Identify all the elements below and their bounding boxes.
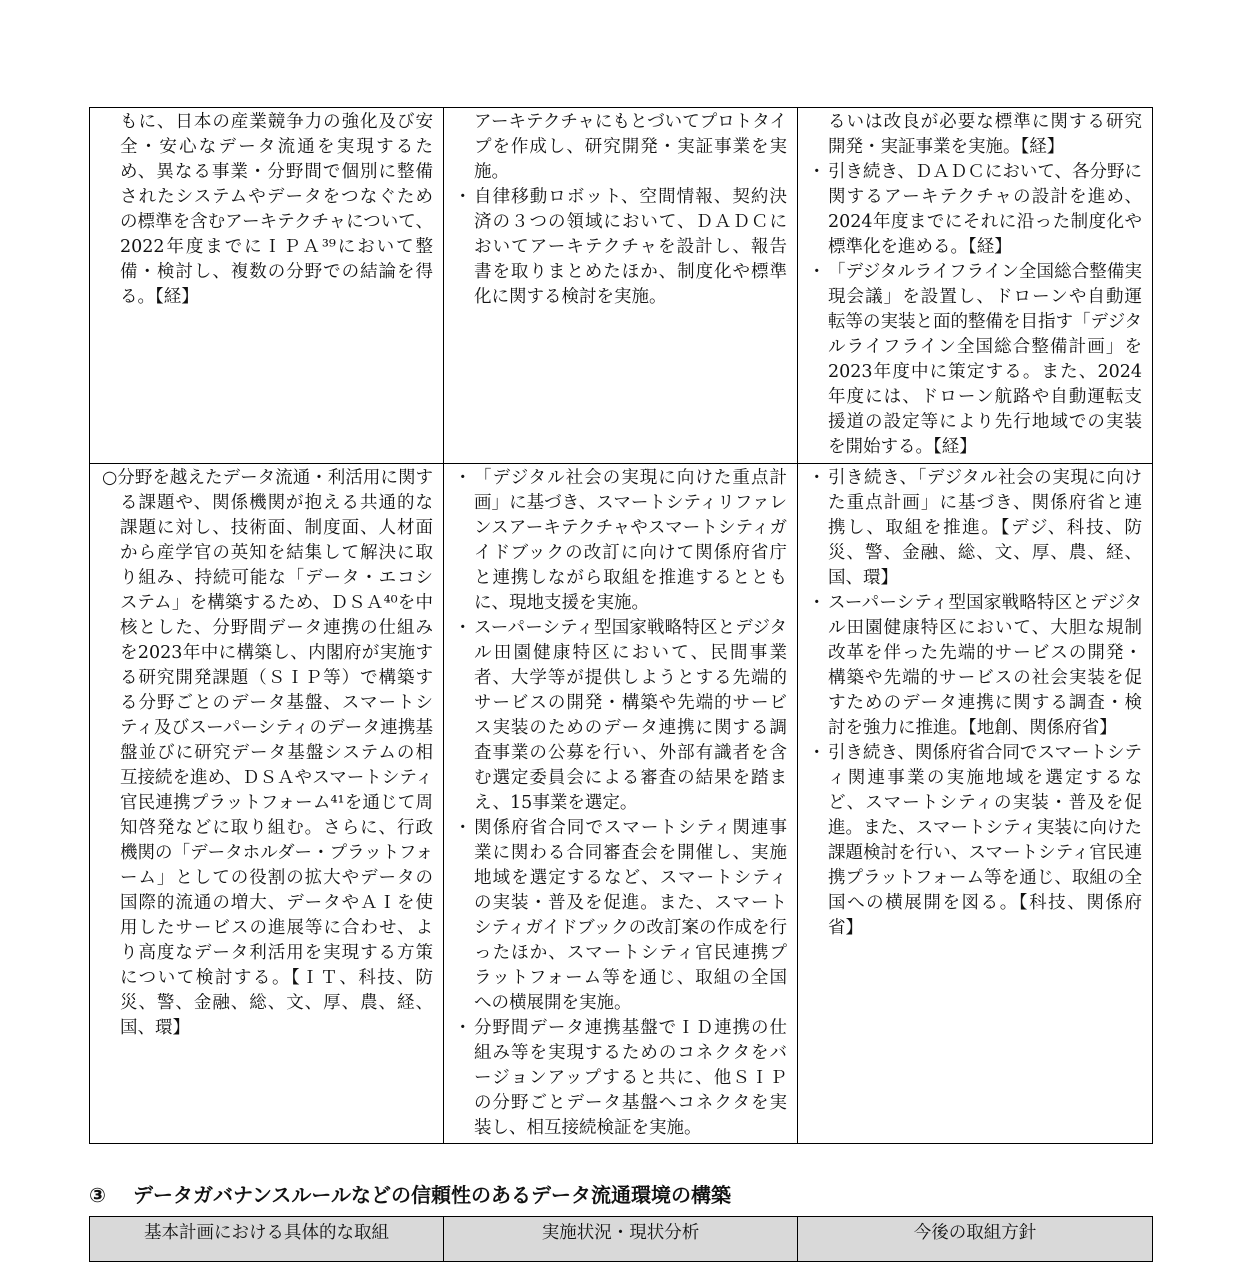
- table-cell-future: [798, 108, 1153, 464]
- list-item: ・ 関係府省合同でスマートシティ関連事業に関わる合同審査会を開催し、実施地域を選定するなど、スマートシティの実装・普及を促進。また、スマートシティガイドブックの改訂案の作成を行ったほか、スマートシティ官民連携プラットフォーム等を通じ、取組の全国への横展開を実施。: [456, 816, 787, 1016]
- table-cell-status: [444, 464, 798, 1144]
- header-row: [90, 1217, 1153, 1262]
- section-title: データガバナンスルールなどの信頼性のあるデータ流通環境の構築: [133, 1183, 731, 1207]
- section-number: ③: [89, 1183, 106, 1207]
- table-row: [90, 464, 1153, 1144]
- list-item: ・ スーパーシティ型国家戦略特区とデジタル田園健康特区において、民間事業者、大学等が提供しようとする先端的サービスの開発・構築や先端的サービス実装のためのデータ連携に関する調査事業の公募を行い、外部有識者を含む選定委員会による審査の結果を踏まえ、15事業を選定。: [456, 616, 787, 816]
- policy-table: [89, 107, 1153, 1144]
- section-heading: [89, 1180, 731, 1210]
- column-header-status: 実施状況・現状分析: [444, 1217, 798, 1262]
- header-table: [89, 1216, 1153, 1262]
- cell-text: もに、日本の産業競争力の強化及び安全・安心なデータ流通を実現するため、異なる事業・分野間で個別に整備されたシステムやデータをつなぐための標準を含むアーキテクチャについて、2022年度までにＩＰＡ³⁹において整備・検討し、複数の分野での結論を得る。【経】: [120, 112, 433, 307]
- table-row: [90, 108, 1153, 464]
- list-item: ・ 引き続き、ＤＡＤＣにおいて、各分野に関するアーキテクチャの設計を進め、2024年度までにそれに沿った制度化や標準化を進める。【経】: [810, 160, 1142, 260]
- list-item: アーキテクチャにもとづいてプロトタイプを作成し、研究開発・実証事業を実施。: [474, 112, 787, 182]
- list-item: ・ 引き続き、「デジタル社会の実現に向けた重点計画」に基づき、関係府省と連携し、取組を推進。【デジ、科技、防災、警、金融、総、文、厚、農、経、国、環】: [810, 466, 1142, 591]
- list-item: ・ 引き続き、関係府省合同でスマートシティ関連事業の実施地域を選定するなど、スマートシティの実装・普及を促進。また、スマートシティ実装に向けた課題検討を行い、スマートシティ官民連携プラットフォーム等を通じ、取組の全国への横展開を図る。【科技、関係府省】: [810, 741, 1142, 941]
- cell-text: ○分野を越えたデータ流通・利活用に関する課題や、関係機関が抱える共通的な課題に対し、技術面、制度面、人材面から産学官の英知を結集して解決に取り組み、持続可能な「データ・エコシステム」を構築するため、ＤＳＡ⁴⁰を中核とした、分野間データ連携の仕組みを2023年中に構築し、内閣府が実施する研究開発課題（ＳＩＰ等）で構築する分野ごとのデータ基盤、スマートシティ及びスーパーシティのデータ連携基盤並びに研究データ基盤システムの相互接続を進め、ＤＳＡやスマートシティ官民連携プラットフォーム⁴¹を通じて周知啓発などに取り組む。さらに、行政機関の「データホルダー・プラットフォーム」としての役割の拡大やデータの国際的流通の増大、データやＡＩを使用したサービスの進展等に合わせ、より高度なデータ利活用を実現する方策について検討する。【ＩＴ、科技、防災、警、金融、総、文、厚、農、経、国、環】: [102, 468, 433, 1038]
- table-cell-plan: [90, 464, 444, 1144]
- table-cell-plan: [90, 108, 444, 464]
- list-item: ・ 分野間データ連携基盤でＩＤ連携の仕組み等を実現するためのコネクタをバージョンアップすると共に、他ＳＩＰの分野ごとデータ基盤へコネクタを実装し、相互接続検証を実施。: [456, 1016, 787, 1141]
- column-header-future: 今後の取組方針: [798, 1217, 1153, 1262]
- table-cell-future: [798, 464, 1153, 1144]
- list-item: るいは改良が必要な標準に関する研究開発・実証事業を実施。【経】: [828, 112, 1142, 157]
- table-cell-status: [444, 108, 798, 464]
- list-item: ・ 「デジタル社会の実現に向けた重点計画」に基づき、スマートシティリファレンスアーキテクチャやスマートシティガイドブックの改訂に向けて関係府省庁と連携しながら取組を推進するとともに、現地支援を実施。: [456, 466, 787, 616]
- list-item: ・ スーパーシティ型国家戦略特区とデジタル田園健康特区において、大胆な規制改革を伴った先端的サービスの開発・構築や先端的サービスの社会実装を促すためのデータ連携に関する調査・検討を強力に推進。【地創、関係府省】: [810, 591, 1142, 741]
- list-item: ・ 「デジタルライフライン全国総合整備実現会議」を設置し、ドローンや自動運転等の実装と面的整備を目指す「デジタルライフライン全国総合整備計画」を2023年度中に策定する。また、2024年度には、ドローン航路や自動運転支援道の設定等により先行地域での実装を開始する。【経】: [810, 260, 1142, 460]
- list-item: ・ 自律移動ロボット、空間情報、契約決済の３つの領域において、ＤＡＤＣにおいてアーキテクチャを設計し、報告書を取りまとめたほか、制度化や標準化に関する検討を実施。: [456, 185, 787, 310]
- column-header-plan: 基本計画における具体的な取組: [90, 1217, 444, 1262]
